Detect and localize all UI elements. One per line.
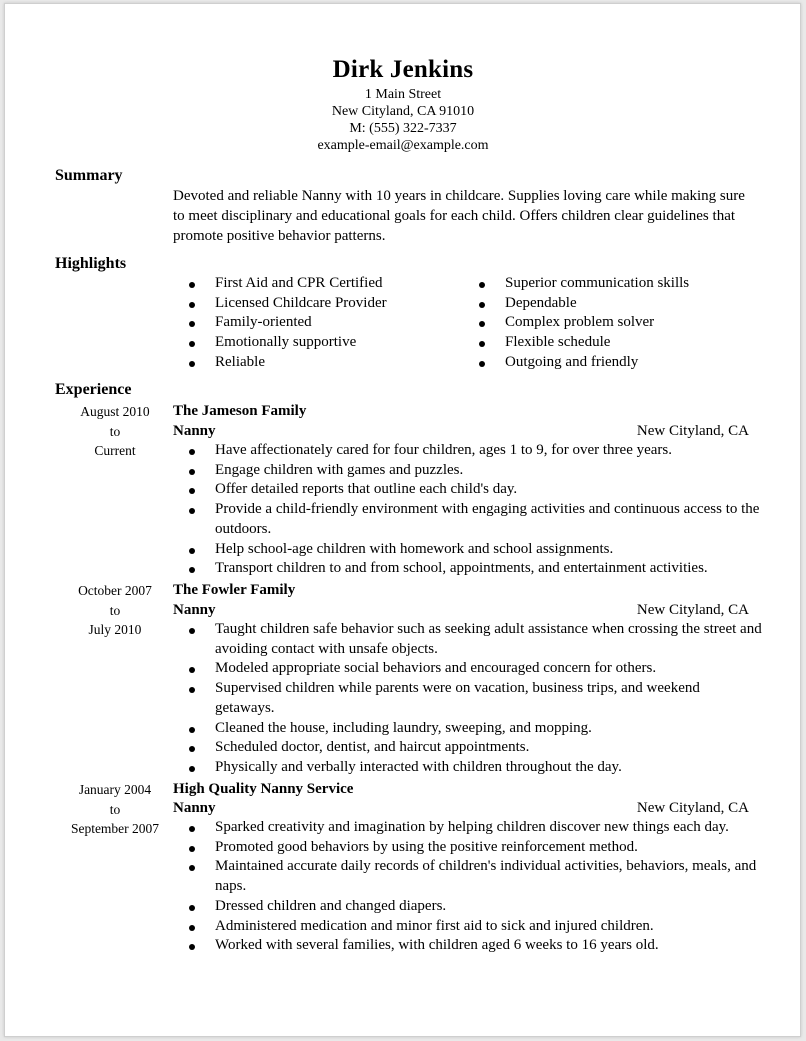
job-role: Nanny	[173, 800, 216, 816]
highlight-item: Superior communication skills	[463, 274, 689, 294]
duty-list	[173, 441, 763, 579]
highlight-item: Flexible schedule	[463, 333, 689, 353]
city-state-zip: New Cityland, CA 91010	[331, 104, 475, 119]
duty-list	[173, 620, 763, 778]
duty-list	[173, 818, 763, 956]
highlight-item: Family-oriented	[173, 313, 387, 333]
duty-item: Offer detailed reports that outline each child's day.	[173, 480, 763, 500]
highlights-heading: Highlights	[55, 255, 127, 272]
job-role: Nanny	[173, 602, 216, 618]
duty-item: Cleaned the house, including laundry, sweeping, and mopping.	[173, 719, 763, 739]
experience-heading: Experience	[55, 381, 132, 398]
highlights-left-list	[173, 274, 387, 372]
highlight-item: Licensed Childcare Provider	[173, 294, 387, 314]
duty-item: Provide a child-friendly environment with engaging activities and continuous access to the outdoors.	[173, 500, 763, 539]
company-name: The Fowler Family	[173, 582, 296, 598]
highlight-item: Complex problem solver	[463, 313, 689, 333]
date-end: Current	[94, 443, 136, 459]
highlight-item: Outgoing and friendly	[463, 353, 689, 373]
job-role: Nanny	[173, 423, 216, 439]
duty-item: Modeled appropriate social behaviors and encouraged concern for others.	[173, 659, 763, 679]
job-location: New Cityland, CA	[636, 800, 749, 816]
job-location: New Cityland, CA	[636, 602, 749, 618]
duty-item: Supervised children while parents were on vacation, business trips, and weekend getaways.	[173, 679, 763, 718]
highlight-item: First Aid and CPR Certified	[173, 274, 387, 294]
date-end: July 2010	[88, 622, 142, 638]
duty-item: Worked with several families, with children aged 6 weeks to 16 years old.	[173, 936, 763, 956]
duty-item: Taught children safe behavior such as seeking adult assistance when crossing the street and avoiding contact with unsafe objects.	[173, 620, 763, 659]
resume-header	[0, 54, 806, 154]
duty-item: Have affectionately cared for four children, ages 1 to 9, for over three years.	[173, 441, 763, 461]
company-name: High Quality Nanny Service	[173, 781, 354, 797]
date-start: October 2007	[78, 583, 152, 598]
duty-item: Help school-age children with homework and school assignments.	[173, 540, 763, 560]
duty-item: Administered medication and minor first aid to sick and injured children.	[173, 917, 763, 937]
duty-item: Physically and verbally interacted with children throughout the day.	[173, 758, 763, 778]
job-dates	[60, 402, 170, 461]
job-location: New Cityland, CA	[636, 423, 749, 439]
date-to: to	[109, 423, 121, 439]
email-address: example-email@example.com	[317, 138, 489, 153]
duty-item: Scheduled doctor, dentist, and haircut appointments.	[173, 738, 763, 758]
date-start: August 2010	[80, 404, 150, 419]
job-dates	[60, 780, 170, 839]
job-dates	[60, 581, 170, 640]
date-to: to	[109, 602, 121, 618]
date-start: January 2004	[78, 782, 152, 797]
duty-item: Sparked creativity and imagination by helping children discover new things each day.	[173, 818, 763, 838]
date-to: to	[109, 801, 121, 817]
summary-text: Devoted and reliable Nanny with 10 years in childcare. Supplies loving care while making sure to meet disciplinary and educational goals for each child. Offers children clear guidelines that promote positive behavior patterns.	[173, 188, 745, 244]
summary-heading: Summary	[55, 167, 123, 184]
highlight-item: Dependable	[463, 294, 689, 314]
street-address: 1 Main Street	[364, 87, 442, 102]
duty-item: Maintained accurate daily records of children's individual activities, behaviors, meals, and naps.	[173, 857, 763, 896]
company-name: The Jameson Family	[173, 403, 307, 419]
candidate-name: Dirk Jenkins	[332, 56, 474, 83]
duty-item: Dressed children and changed diapers.	[173, 897, 763, 917]
highlight-item: Emotionally supportive	[173, 333, 387, 353]
highlight-item: Reliable	[173, 353, 387, 373]
duty-item: Transport children to and from school, appointments, and entertainment activities.	[173, 559, 763, 579]
duty-item: Engage children with games and puzzles.	[173, 461, 763, 481]
highlights-right-list	[463, 274, 689, 372]
duty-item: Promoted good behaviors by using the positive reinforcement method.	[173, 838, 763, 858]
phone-number: M: (555) 322-7337	[349, 121, 457, 136]
date-end: September 2007	[70, 821, 160, 837]
